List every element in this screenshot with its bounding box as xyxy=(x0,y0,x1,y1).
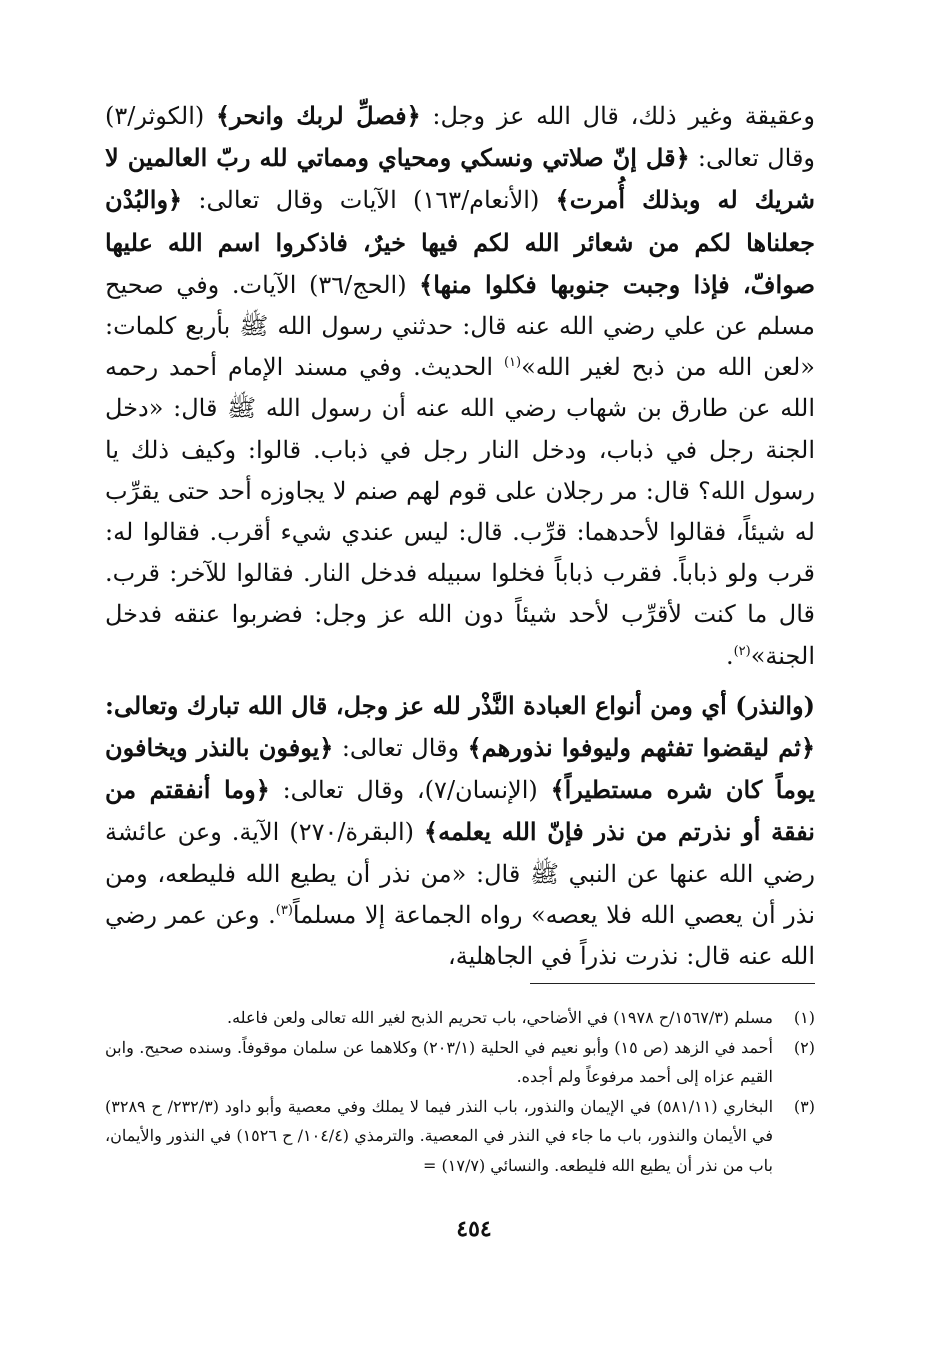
footnote-text: أحمد في الزهد (ص ١٥) وأبو نعيم في الحلية (٢٠٣/١) وكلاهما عن سلمان موقوفاً. وسنده صحيح. وابن القيم عزاه إلى أحمد مرفوعاً ولم أجده. xyxy=(105,1037,773,1086)
paragraph-sacrifice xyxy=(105,95,815,677)
text-run: (الأنعام/١٦٣) الآيات وقال تعالى: xyxy=(182,186,556,215)
footnote-item xyxy=(105,1033,815,1092)
quran-verse: ﴿وما أنفقتم من نفقة أو نذرتم من نذر فإنّ الله يعلمه﴾ xyxy=(105,775,815,847)
quran-verse: ﴿قل إنّ صلاتي ونسكي ومحياي ومماتي لله ربّ العالمين لا شريك له وبذلك أُمرت﴾ xyxy=(105,143,815,215)
text-run: (الحج/٣٦) الآيات. وفي صحيح مسلم عن علي رضي الله عنه قال: حدثني رسول الله ﷺ بأربع كلمات: «لعن الله من ذبح لغير الله» xyxy=(105,270,815,382)
text-run: (الإنسان/٧)، وقال تعالى: xyxy=(269,776,551,805)
quran-verse: ﴿والبُدْن جعلناها لكم من شعائر الله لكم فيها خيرٌ، فاذكروا اسم الله عليها صوافّ، فإذا وجبت جنوبها فكلوا منها﴾ xyxy=(105,185,815,299)
paragraph-vow xyxy=(105,685,815,977)
footnotes xyxy=(105,1003,815,1180)
text-run: الحديث. وفي مسند الإمام أحمد رحمه الله عن طارق بن شهاب رضي الله عنه أن رسول الله ﷺ قال: «دخل الجنة رجل في ذباب، ودخل النار رجل في ذباب. قالوا: وكيف ذلك يا رسول الله؟ قال: مر رجلان على قوم لهم صنم لا يجاوزه أحد حتى يقرِّب له شيئاً، فقالوا لأحدهما: قرِّب. قال: ليس عندي شيء أقرب. فقالوا له: قرب ولو ذباباً. فقرب ذباباً فخلوا سبيله فدخل النار. فقالوا للآخر: قرب. قال ما كنت لأقرِّب لأحد شيئاً دون الله عز وجل: فضربوا عنقه فدخل الجنة» xyxy=(105,353,815,670)
footnote-text: مسلم (١٥٦٧/٣/ح ١٩٧٨) في الأضاحي، باب تحريم الذبح لغير الله تعالى ولعن فاعله. xyxy=(226,1008,773,1027)
footnote-number: (٣) xyxy=(793,1096,815,1116)
page-number: ٤٥٤ xyxy=(456,1216,492,1242)
section-lead: (والنذر) أي ومن أنواع العبادة النَّذْر لله عز وجل، قال الله تبارك وتعالى: xyxy=(105,690,815,720)
quran-verse: ﴿يوفون بالنذر ويخافون يوماً كان شره مستطيراً﴾ xyxy=(105,733,816,805)
footnote-ref[interactable]: (٢) xyxy=(733,643,751,659)
footnote-ref[interactable]: (١) xyxy=(503,355,522,371)
footnote-item xyxy=(105,1092,815,1181)
quran-verse: ﴿ثم ليقضوا تفثهم وليوفوا نذورهم﴾ xyxy=(467,733,816,763)
text-run: وعقيقة وغير ذلك، قال الله عز وجل: xyxy=(420,102,815,130)
main-text xyxy=(105,95,815,977)
text-run: . وعن عمر رضي الله عنه قال: نذرت نذراً في الجاهلية، xyxy=(105,900,815,971)
text-run: . xyxy=(725,641,734,670)
text-run: وقال تعالى: xyxy=(333,734,468,763)
footnote-ref[interactable]: (٣) xyxy=(275,902,293,918)
text-run: (الكوثر/٣) وقال تعالى: xyxy=(105,102,816,173)
footnote-text: البخاري (٥٨١/١١) في الإيمان والنذور، باب النذر فيما لا يملك وفي معصية وأبو داود (٢٣٢/٣/ ح ٣٢٨٩) في الأيمان والنذور، باب ما جاء في النذر في المعصية. والترمذي (١٠٤/٤/ ح ١٥٢٦) في النذور والأيمان، باب من نذر أن يطيع الله فليطعه. والنسائي (١٧/٧) = xyxy=(105,1096,774,1175)
footnote-number: (٢) xyxy=(793,1037,815,1057)
text-run: (البقرة/٢٧٠) الآية. وعن عائشة رضي الله عنها عن النبي ﷺ قال: «من نذر أن يطيع الله فليطعه، ومن نذر أن يعصي الله فلا يعصه» رواه الجماعة إلا مسلماً xyxy=(105,818,815,929)
footnote-item xyxy=(105,1003,815,1033)
quran-verse: ﴿فصلِّ لربك وانحر﴾ xyxy=(216,101,421,130)
footnote-number: (١) xyxy=(793,1008,815,1027)
footnote-divider xyxy=(530,983,815,984)
